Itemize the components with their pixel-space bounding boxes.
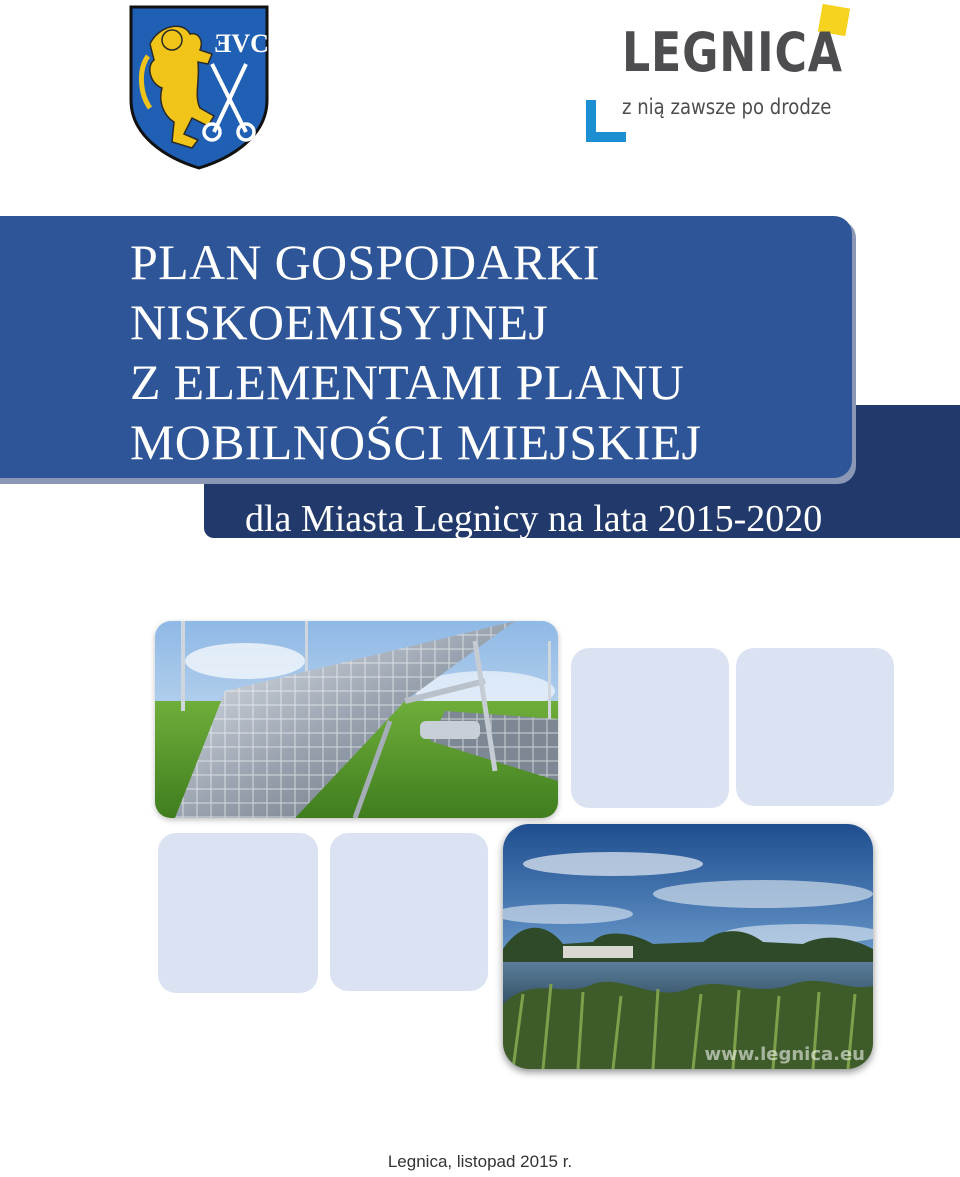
lake-watermark: www.legnica.eu <box>704 1044 865 1065</box>
placeholder-tile <box>158 833 318 993</box>
logo-tagline: z nią zawsze po drodze <box>622 95 832 119</box>
title-line: NISKOEMISYJNEJ <box>130 294 549 350</box>
svg-text:ƎVC: ƎVC <box>214 29 269 58</box>
placeholder-tile <box>736 648 894 806</box>
title-line: MOBILNOŚCI MIEJSKIEJ <box>130 414 702 470</box>
logo-wordmark: LEGNICA <box>622 21 843 84</box>
document-title <box>130 232 701 472</box>
footer-place-date: Legnica, listopad 2015 r. <box>387 1152 573 1171</box>
placeholder-tile <box>330 833 488 991</box>
title-line: Z ELEMENTAMI PLANU <box>130 354 685 410</box>
coat-of-arms-icon <box>128 4 270 170</box>
logo-l-icon <box>586 100 626 142</box>
document-subtitle: dla Miasta Legnicy na lata 2015-2020 <box>245 498 823 540</box>
title-line: PLAN GOSPODARKI <box>130 234 600 290</box>
placeholder-tile <box>571 648 729 808</box>
solar-panels-photo <box>155 621 558 818</box>
lake-photo <box>503 824 873 1069</box>
